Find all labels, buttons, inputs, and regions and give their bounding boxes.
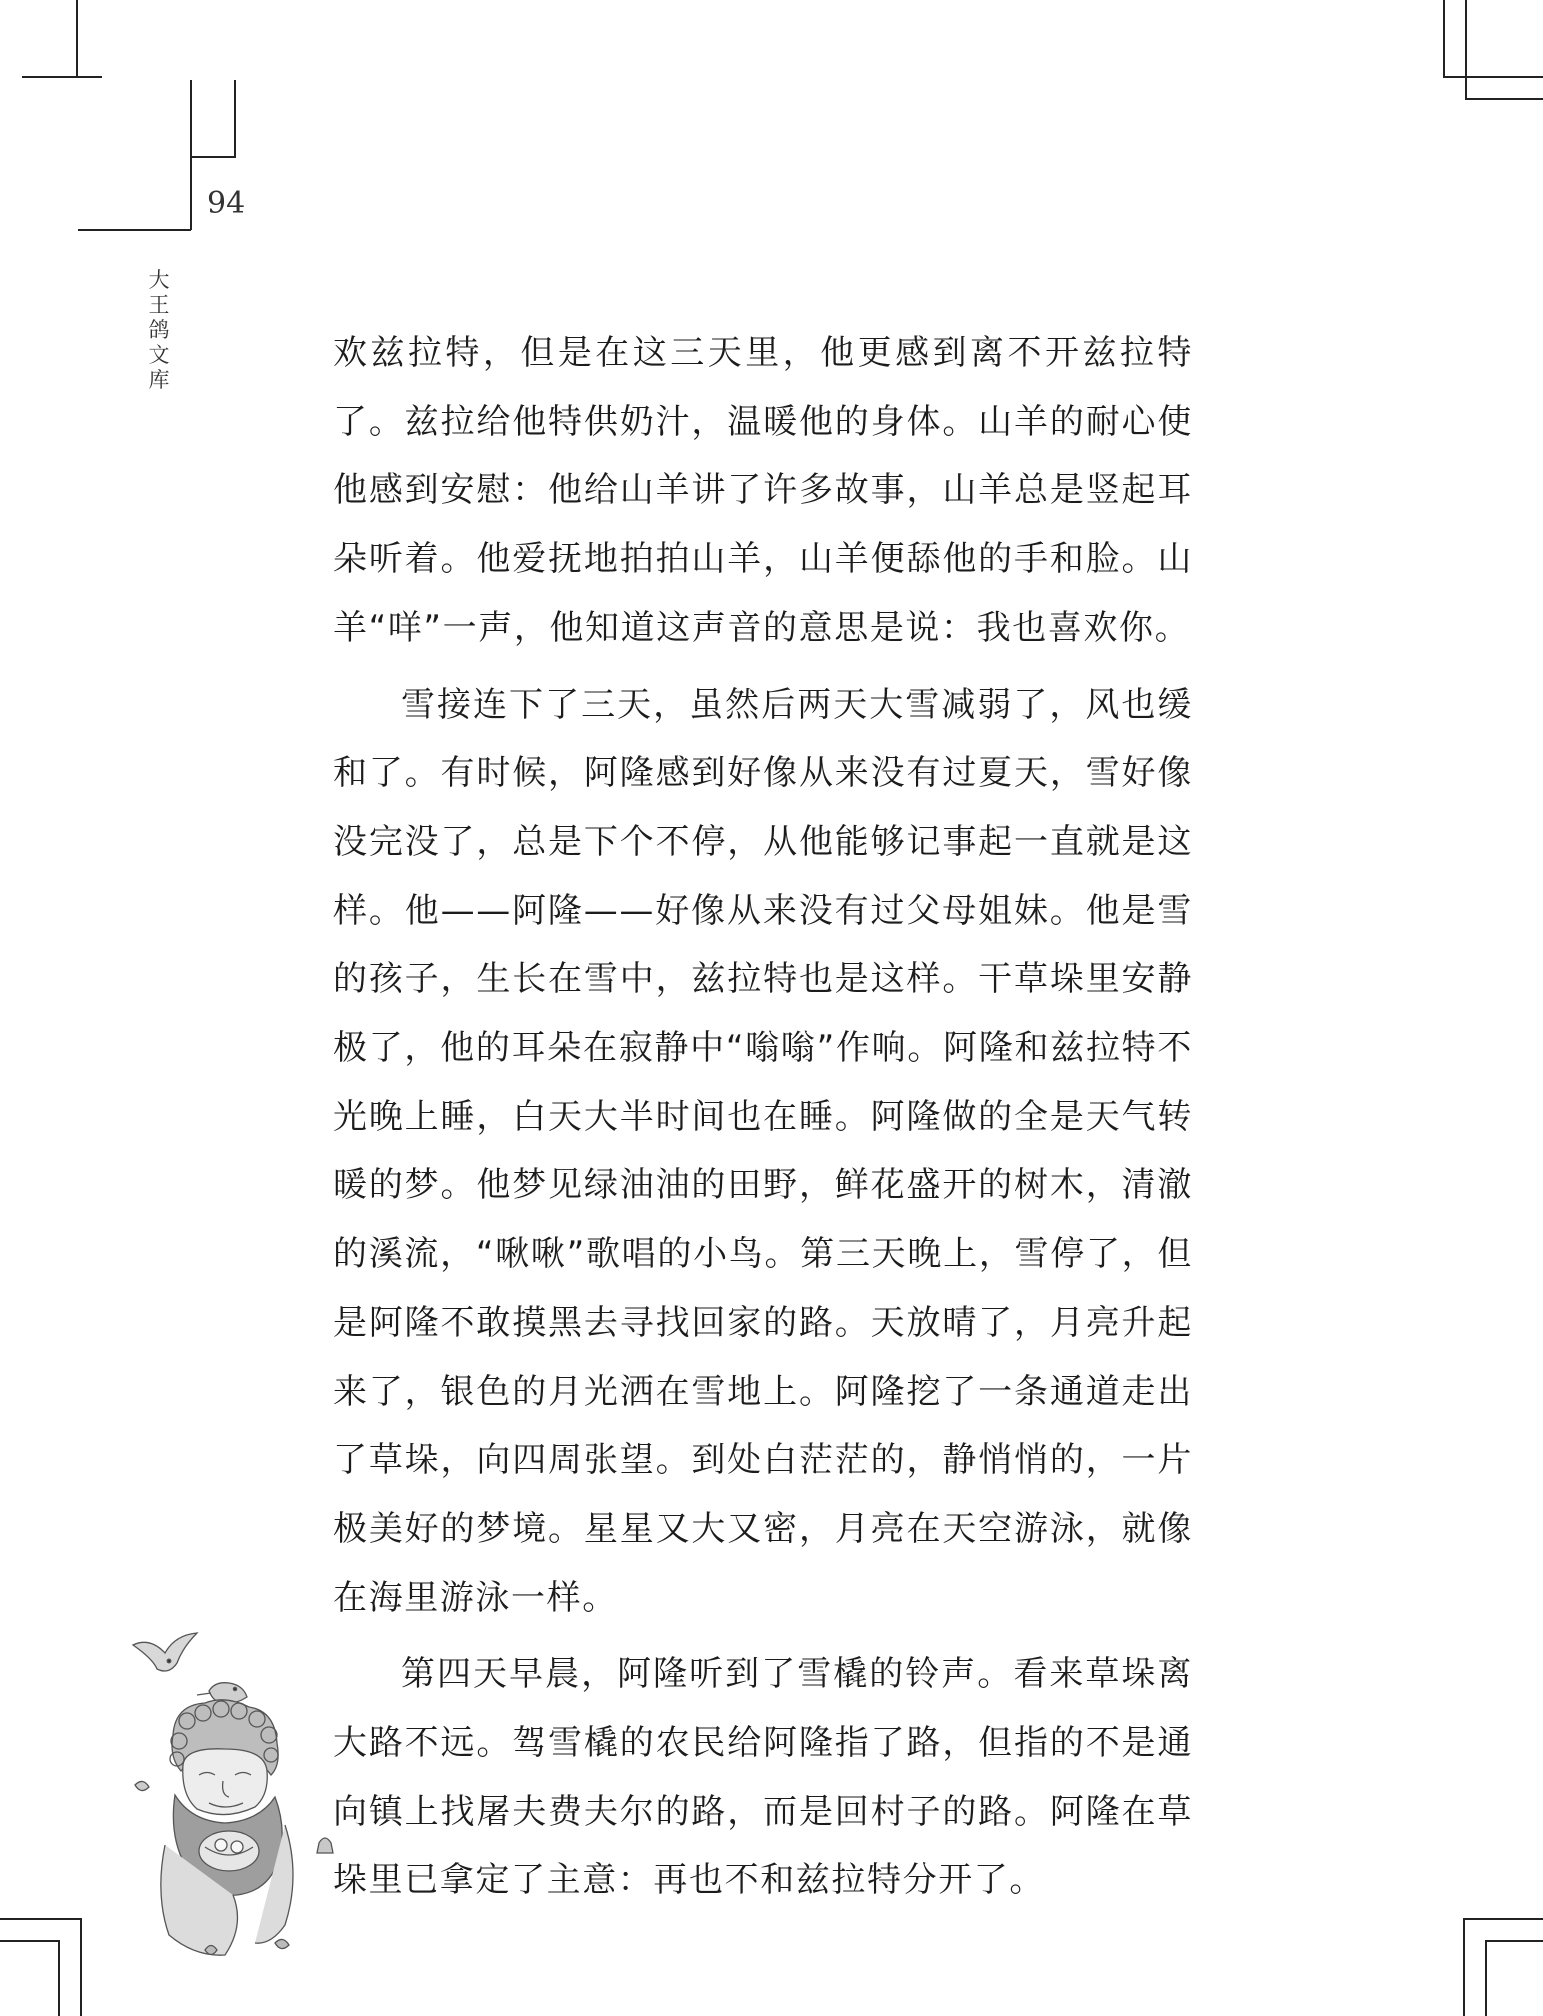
crop-mark-top-left-inner-h2 (78, 229, 191, 231)
bell-icon (317, 1838, 333, 1853)
crop-mark-top-left-inner-h (190, 156, 235, 158)
crop-mark-top-left-h (22, 76, 102, 78)
crop-mark-top-left-inner-v (190, 80, 192, 230)
bearded-man-with-birds-illustration (125, 1625, 375, 1970)
body-text (333, 319, 1193, 1923)
crop-mark-bottom-right-v2 (1485, 1940, 1487, 2016)
series-title: 大王鸽文库 (148, 268, 170, 392)
crop-mark-bottom-right-h (1463, 1918, 1543, 1920)
flying-bird-icon (133, 1633, 197, 1671)
face (183, 1749, 267, 1815)
crop-mark-top-left-inner-v2 (234, 80, 236, 158)
paragraph-2: 雪接连下了三天，虽然后两天大雪减弱了，风也缓和了。有时候，阿隆感到好像从来没有过夏天，雪好像没完没了，总是下个不停，从他能够记事起一直就是这样。他——阿隆——好像从来没有过父母姐妹。他是雪的孩子，生长在雪中，兹拉特也是这样。干草垛里安静极了，他的耳朵在寂静中“嗡嗡”作响。阿隆和兹拉特不光晚上睡，白天大半时间也在睡。阿隆做的全是天气转暖的梦。他梦见绿油油的田野，鲜花盛开的树木，清澈的溪流，“啾啾”歌唱的小鸟。第三天晚上，雪停了，但是阿隆不敢摸黑去寻找回家的路。天放晴了，月亮升起来了，银色的月光洒在雪地上。阿隆挖了一条通道走出了草垛，向四周张望。到处白茫茫的，静悄悄的，一片极美好的梦境。星星又大又密，月亮在天空游泳，就像在海里游泳一样。 (333, 684, 1193, 1618)
leaf-icon (135, 1781, 149, 1790)
crop-mark-bottom-left-h (0, 1918, 80, 1920)
crop-mark-bottom-left-h2 (0, 1940, 58, 1942)
crop-mark-bottom-right-h2 (1485, 1940, 1543, 1942)
crop-mark-top-right-v2 (1465, 0, 1467, 100)
page-number: 94 (207, 186, 246, 221)
crop-mark-bottom-right-v (1463, 1918, 1465, 2016)
crop-mark-top-right-h2 (1443, 76, 1543, 78)
crop-mark-bottom-left-v (80, 1918, 82, 2016)
paragraph-1: 欢兹拉特，但是在这三天里，他更感到离不开兹拉特了。兹拉给他特供奶汁，温暖他的身体。山羊的耐心使他感到安慰：他给山羊讲了许多故事，山羊总是竖起耳朵听着。他爱抚地拍拍山羊，山羊便舔他的手和脸。山羊“咩”一声，他知道这声音的意思是说：我也喜欢你。 (333, 333, 1193, 648)
crop-mark-top-right-h (1465, 98, 1543, 100)
crop-mark-bottom-left-v2 (58, 1940, 60, 2016)
crop-mark-top-right-v (1443, 0, 1445, 76)
paragraph-3: 第四天早晨，阿隆听到了雪橇的铃声。看来草垛离大路不远。驾雪橇的农民给阿隆指了路，但指的不是通向镇上找屠夫费夫尔的路，而是回村子的路。阿隆在草垛里已拿定了主意：再也不和兹拉特分开了。 (333, 1654, 1193, 1901)
crop-mark-top-left-v (76, 0, 78, 76)
leaf-icon (275, 1939, 289, 1948)
leaf-icon (205, 1946, 217, 1955)
